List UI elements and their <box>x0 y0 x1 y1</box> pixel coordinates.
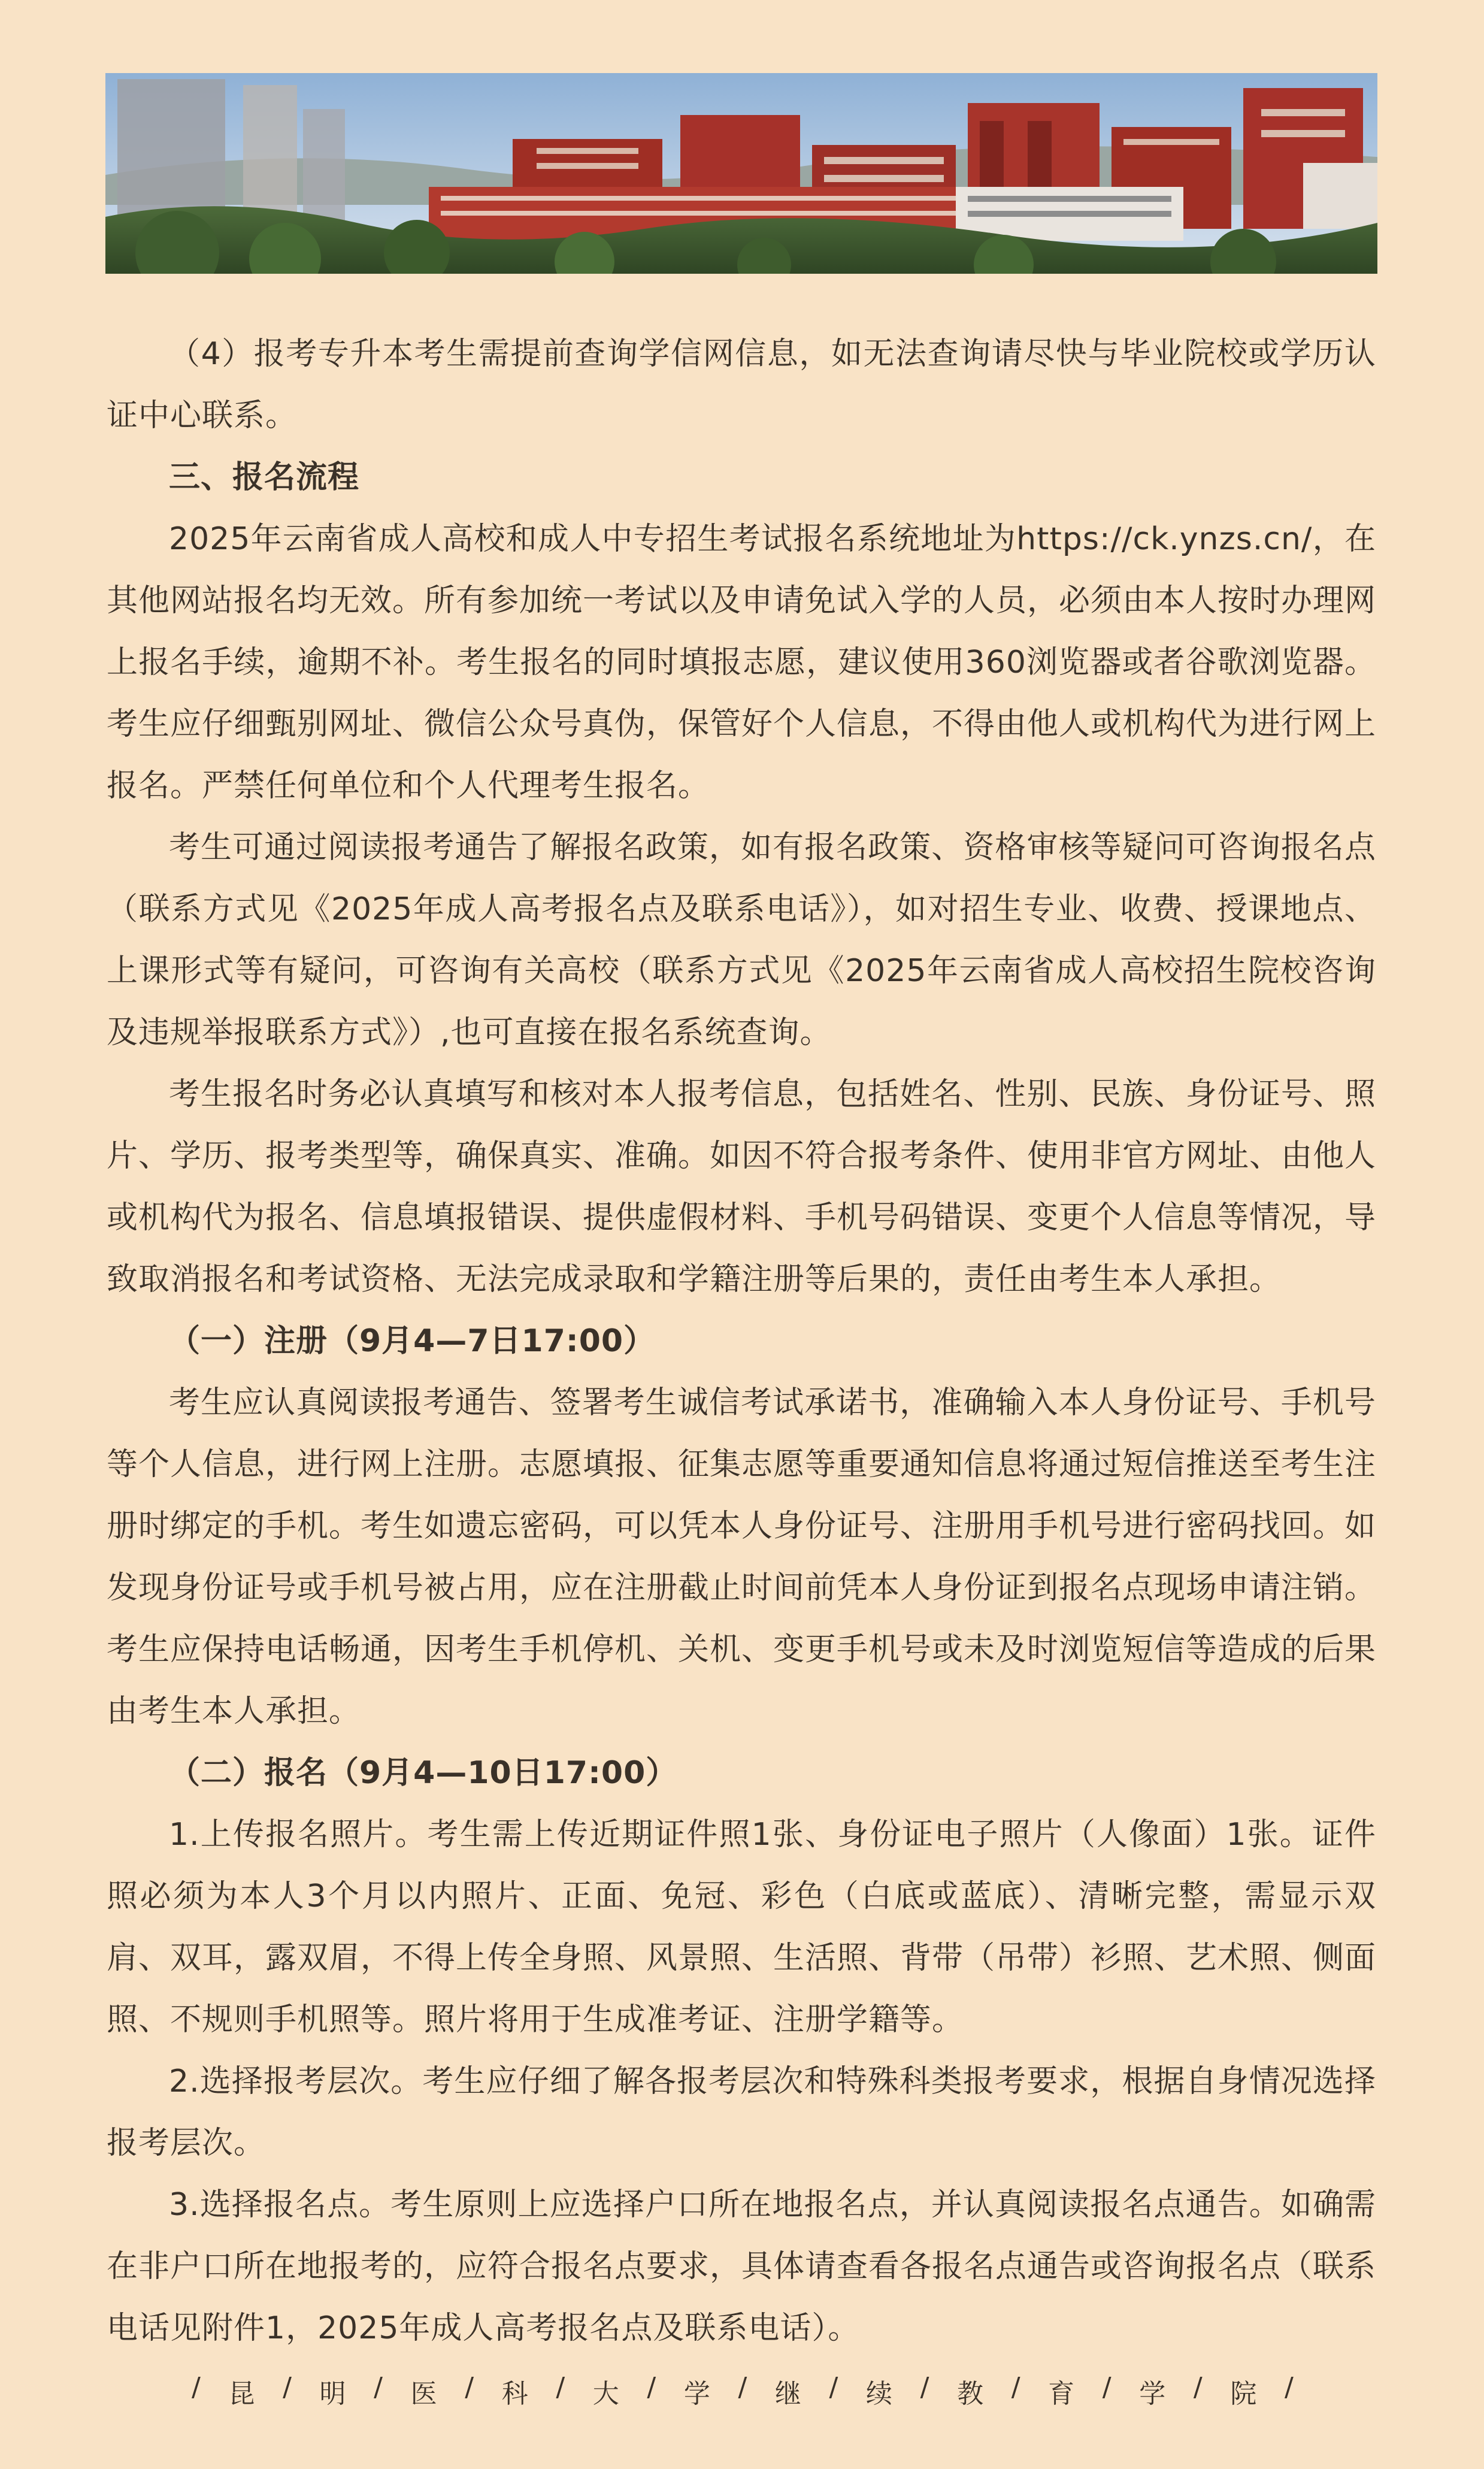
footer-char: 医 <box>410 2379 437 2409</box>
footer-char: / <box>283 2372 292 2403</box>
footer-char: 大 <box>592 2379 619 2409</box>
subheading-signup: （一）注册（9月4—7日17:00） <box>169 1323 656 1359</box>
footer-char: / <box>1193 2372 1203 2403</box>
footer-char: / <box>647 2372 656 2403</box>
article-body <box>107 323 1376 2359</box>
paragraph-upload-photo: 1.上传报名照片。考生需上传近期证件照1张、身份证电子照片（人像面）1张。证件照必须为本人3个月以内照片、正面、免冠、彩色（白底或蓝底）、清晰完整，需显示双肩、双耳，露双眉，不得上传全身照、风景照、生活照、背带（吊带）衫照、艺术照、侧面照、不规则手机照等。照片将用于生成准考证、注册学籍等。 <box>107 1817 1377 2038</box>
footer-char: / <box>738 2372 747 2403</box>
footer-char: / <box>556 2372 565 2403</box>
footer-char: 昆 <box>228 2379 255 2409</box>
footer-char: 续 <box>866 2379 892 2409</box>
paragraph-signup-details: 考生应认真阅读报考通告、签署考生诚信考试承诺书，准确输入本人身份证号、手机号等个人信息，进行网上注册。志愿填报、征集志愿等重要通知信息将通过短信推送至考生注册时绑定的手机。考生如遗忘密码，可以凭本人身份证号、注册用手机号进行密码找回。如发现身份证号或手机号被占用，应在注册截止时间前凭本人身份证到报名点现场申请注销。考生应保持电话畅通，因考生手机停机、关机、变更手机号或未及时浏览短信等造成的后果由考生本人承担。 <box>107 1385 1377 1729</box>
footer-char: / <box>1011 2372 1020 2403</box>
paragraph-registration-system: 2025年云南省成人高校和成人中专招生考试报名系统地址为https://ck.ynzs.cn/，在其他网站报名均无效。所有参加统一考试以及申请免试入学的人员，必须由本人按时办理网上报名手续，逾期不补。考生报名的同时填报志愿，建议使用360浏览器或者谷歌浏览器。考生应仔细甄别网址、微信公众号真伪，保管好个人信息，不得由他人或机构代为进行网上报名。严禁任何单位和个人代理考生报名。 <box>107 521 1377 804</box>
campus-banner-image <box>105 73 1377 274</box>
footer-char: / <box>192 2372 201 2403</box>
footer-char: 学 <box>1139 2379 1166 2409</box>
footer-char: 明 <box>319 2379 346 2409</box>
footer-char: / <box>829 2372 838 2403</box>
footer-institution-name <box>192 2372 1294 2410</box>
footer-char: / <box>465 2372 474 2403</box>
footer-char: / <box>1102 2372 1112 2403</box>
footer-char: 教 <box>957 2379 984 2409</box>
footer-char: / <box>1284 2372 1294 2403</box>
footer-char: 学 <box>683 2379 710 2409</box>
footer-char: 育 <box>1048 2379 1075 2409</box>
footer-char: / <box>920 2372 929 2403</box>
paragraph-select-level: 2.选择报考层次。考生应仔细了解各报考层次和特殊科类报考要求，根据自身情况选择报考层次。 <box>107 2063 1376 2161</box>
paragraph-note-4: （4）报考专升本考生需提前查询学信网信息，如无法查询请尽快与毕业院校或学历认证中心联系。 <box>107 336 1376 434</box>
subheading-apply: （二）报名（9月4—10日17:00） <box>169 1755 678 1791</box>
footer-char: 科 <box>501 2379 528 2409</box>
footer-char: / <box>374 2372 383 2403</box>
section-heading-registration-process: 三、报名流程 <box>169 459 360 495</box>
paragraph-select-site: 3.选择报名点。考生原则上应选择户口所在地报名点，并认真阅读报名点通告。如确需在非户口所在地报考的，应符合报名点要求，具体请查看各报名点通告或咨询报名点（联系电话见附件1，2025年成人高考报名点及联系电话）。 <box>107 2187 1377 2346</box>
footer-char: 继 <box>774 2379 801 2409</box>
paragraph-policy-consult: 考生可通过阅读报考通告了解报名政策，如有报名政策、资格审核等疑问可咨询报名点（联系方式见《2025年成人高考报名点及联系电话》），如对招生专业、收费、授课地点、上课形式等有疑问，可咨询有关高校（联系方式见《2025年云南省成人高校招生院校咨询及违规举报联系方式》）,也可直接在报名系统查询。 <box>107 830 1376 1051</box>
paragraph-info-verify: 考生报名时务必认真填写和核对本人报考信息，包括姓名、性别、民族、身份证号、照片、学历、报考类型等，确保真实、准确。如因不符合报考条件、使用非官方网址、由他人或机构代为报名、信息填报错误、提供虚假材料、手机号码错误、变更个人信息等情况，导致取消报名和考试资格、无法完成录取和学籍注册等后果的，责任由考生本人承担。 <box>107 1076 1377 1297</box>
footer-char: 院 <box>1230 2379 1257 2409</box>
